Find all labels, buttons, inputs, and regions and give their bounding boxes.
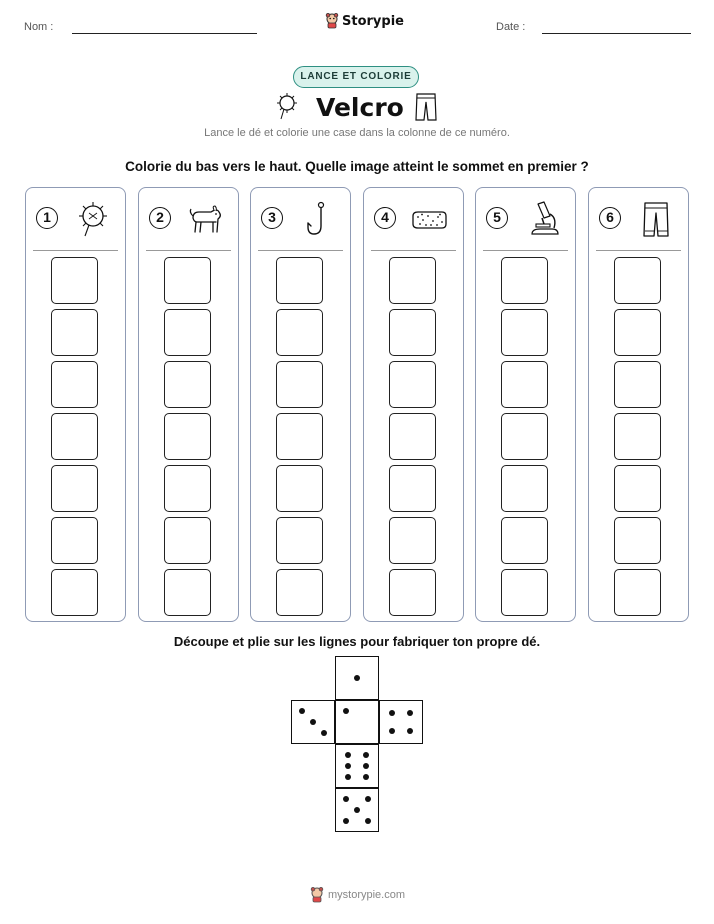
color-cell[interactable]	[389, 361, 436, 408]
die-pip	[299, 708, 305, 714]
burr-title-icon	[276, 92, 298, 120]
color-cell[interactable]	[614, 413, 661, 460]
color-cell[interactable]	[51, 517, 98, 564]
column-1	[25, 187, 126, 622]
die-pip	[354, 807, 360, 813]
die-face-6	[335, 744, 379, 788]
column-number: 6	[599, 207, 621, 229]
burr-icon	[74, 200, 112, 238]
color-cell[interactable]	[389, 413, 436, 460]
color-cell[interactable]	[51, 413, 98, 460]
color-cell[interactable]	[614, 569, 661, 616]
color-cell[interactable]	[164, 569, 211, 616]
color-cell[interactable]	[276, 309, 323, 356]
color-cell[interactable]	[501, 413, 548, 460]
color-cell[interactable]	[501, 309, 548, 356]
die-pip	[365, 818, 371, 824]
color-cell[interactable]	[276, 257, 323, 304]
color-cell[interactable]	[164, 465, 211, 512]
date-line[interactable]	[542, 33, 691, 34]
color-cell[interactable]	[614, 309, 661, 356]
die-instruction: Découpe et plie sur les lignes pour fabriquer ton propre dé.	[173, 634, 541, 649]
column-5	[475, 187, 576, 622]
color-cell[interactable]	[51, 569, 98, 616]
color-cell[interactable]	[501, 517, 548, 564]
die-face-1	[335, 656, 379, 700]
column-number: 2	[149, 207, 171, 229]
name-label: Nom :	[24, 21, 54, 33]
die-pip	[345, 774, 351, 780]
storypie-footer-logo-icon	[310, 887, 324, 903]
column-number: 1	[36, 207, 58, 229]
column-6	[588, 187, 689, 622]
color-cell[interactable]	[389, 257, 436, 304]
die-pip	[310, 719, 316, 725]
color-cell[interactable]	[276, 569, 323, 616]
die-pip	[343, 796, 349, 802]
color-cell[interactable]	[276, 465, 323, 512]
die-face-1	[335, 700, 379, 744]
die-pip	[363, 752, 369, 758]
die-pip	[345, 763, 351, 769]
column-divider	[371, 250, 456, 251]
color-cell[interactable]	[51, 361, 98, 408]
sponge-icon	[408, 200, 450, 238]
die-pip	[343, 818, 349, 824]
subtitle: Lance le dé et colorie une case dans la colonne de ce numéro.	[204, 127, 510, 139]
brand-logo	[325, 13, 404, 29]
page-title: Velcro	[316, 93, 404, 122]
color-cell[interactable]	[389, 569, 436, 616]
die-pip	[365, 796, 371, 802]
column-number: 4	[374, 207, 396, 229]
die-pip	[354, 675, 360, 681]
die-pip	[407, 710, 413, 716]
color-cell[interactable]	[614, 465, 661, 512]
color-cell[interactable]	[51, 309, 98, 356]
name-line[interactable]	[72, 33, 257, 34]
color-cell[interactable]	[164, 257, 211, 304]
column-3	[250, 187, 351, 622]
color-cell[interactable]	[389, 465, 436, 512]
color-cell[interactable]	[51, 257, 98, 304]
color-cell[interactable]	[614, 361, 661, 408]
die-pip	[389, 728, 395, 734]
column-divider	[258, 250, 343, 251]
color-cell[interactable]	[276, 361, 323, 408]
column-divider	[146, 250, 231, 251]
column-divider	[483, 250, 568, 251]
die-pip	[363, 774, 369, 780]
column-4	[363, 187, 464, 622]
footer-url[interactable]: mystorypie.com	[328, 889, 406, 901]
color-cell[interactable]	[164, 517, 211, 564]
color-cell[interactable]	[501, 465, 548, 512]
pants-icon	[637, 200, 675, 238]
die-pip	[345, 752, 351, 758]
color-cell[interactable]	[614, 517, 661, 564]
brand-name: Storypie	[342, 13, 404, 29]
color-cell[interactable]	[614, 257, 661, 304]
footer	[310, 887, 405, 903]
die-pip	[389, 710, 395, 716]
die-pip	[407, 728, 413, 734]
die-face-3	[291, 700, 335, 744]
instruction: Colorie du bas vers le haut. Quelle image atteint le sommet en premier ?	[125, 159, 589, 174]
column-divider	[596, 250, 681, 251]
pants-title-icon	[414, 92, 438, 122]
microscope-icon	[524, 200, 562, 238]
die-pip	[343, 708, 349, 714]
column-2	[138, 187, 239, 622]
die-face-5	[335, 788, 379, 832]
color-cell[interactable]	[389, 309, 436, 356]
activity-badge: LANCE ET COLORIE	[293, 66, 419, 88]
column-divider	[33, 250, 118, 251]
column-number: 3	[261, 207, 283, 229]
dog-icon	[187, 200, 225, 238]
color-cell[interactable]	[276, 413, 323, 460]
color-cell[interactable]	[389, 517, 436, 564]
color-cell[interactable]	[51, 465, 98, 512]
color-cell[interactable]	[164, 361, 211, 408]
date-label: Date :	[496, 21, 526, 33]
color-cell[interactable]	[164, 413, 211, 460]
color-cell[interactable]	[501, 361, 548, 408]
hook-icon	[299, 200, 337, 238]
color-cell[interactable]	[501, 569, 548, 616]
die-pip	[363, 763, 369, 769]
die-face-4	[379, 700, 423, 744]
color-cell[interactable]	[276, 517, 323, 564]
color-cell[interactable]	[164, 309, 211, 356]
color-cell[interactable]	[501, 257, 548, 304]
storypie-logo-icon	[325, 13, 339, 29]
die-pip	[321, 730, 327, 736]
column-number: 5	[486, 207, 508, 229]
